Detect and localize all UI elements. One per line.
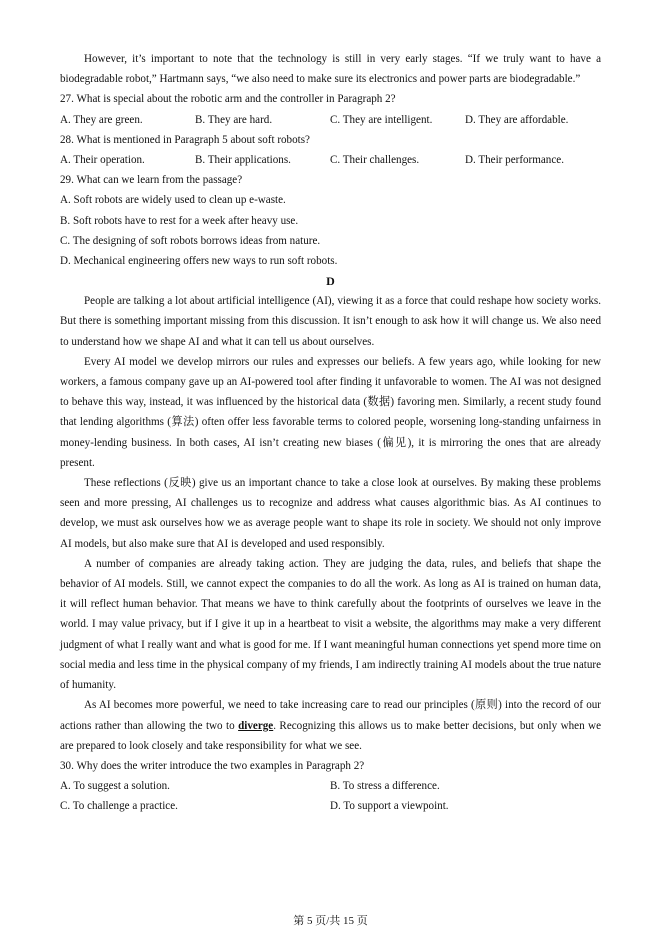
paragraph-text-after: . Recognizing this allows us to make better decisions, but only when we are prepared to look closely and take responsibility for what we see. xyxy=(60,719,601,752)
option-c: C. Their challenges. xyxy=(330,154,420,167)
option-a: A. They are green. xyxy=(60,113,143,126)
passage-paragraph-2: Every AI model we develop mirrors our rules and expresses our beliefs. A few years ago, while looking for new workers, a famous company gave up an AI-powered tool after finding it unfavorable to women. The AI was not designed to behave this way, instead, it was influenced by the historical data (数据) favoring men. Similarly, a recent study found that lending algorithms (算法) often offer less favorable terms to colored people, worsening long-standing unfairness in money-lending business. In both cases, AI isn’t creating new biases (偏见), it is mirroring the ones that are already present. xyxy=(60,355,601,469)
question-options xyxy=(60,150,601,170)
question-stem: 27. What is special about the robotic arm and the controller in Paragraph 2? xyxy=(60,93,396,106)
option-a: A. To suggest a solution. xyxy=(60,780,170,793)
passage-d xyxy=(60,291,601,756)
option-b: B. They are hard. xyxy=(195,113,273,126)
question-options xyxy=(60,110,601,130)
question-options-row-2 xyxy=(60,796,601,816)
option-d: D. Mechanical engineering offers new ways to run soft robots. xyxy=(60,255,338,268)
page-content xyxy=(60,49,601,817)
option-b: B. To stress a difference. xyxy=(330,780,440,793)
question-29 xyxy=(60,170,601,271)
option-b: B. Their applications. xyxy=(195,154,291,167)
option-b: B. Soft robots have to rest for a week after heavy use. xyxy=(60,214,299,227)
passage-paragraph-4: A number of companies are already taking action. They are judging the data, rules, and beliefs that shape the behavior of AI models. Still, we cannot expect the companies to do all the work. As long as AI is trained on human data, it will reflect human behavior. That means we have to think carefully about the footprints of ourselves we leave in the world. I may value privacy, but if I give it up in a heartbeat to visit a website, the algorithms may make a very different judgment of what I really want and what is good for me. If I want meaningful human connections yet spend more time on social media and less time in the physical company of my friends, I am indirectly training AI models about the true nature of humanity. xyxy=(60,557,601,692)
question-stem: 28. What is mentioned in Paragraph 5 about soft robots? xyxy=(60,133,310,146)
option-a: A. Their operation. xyxy=(60,154,145,167)
paragraph-text-before: As AI becomes more powerful, we need to take increasing care to read our principles (原则) into the record of our actions rather than allowing the two to xyxy=(60,699,601,732)
question-28 xyxy=(60,130,601,170)
passage-c-ending xyxy=(60,49,601,89)
question-27 xyxy=(60,89,601,129)
question-stem: 30. Why does the writer introduce the two examples in Paragraph 2? xyxy=(60,759,365,772)
option-d: D. Their performance. xyxy=(465,154,564,167)
question-options-row-1 xyxy=(60,776,601,796)
option-d: D. They are affordable. xyxy=(465,113,569,126)
intro-paragraph: However, it’s important to note that the technology is still in very early stages. “If we truly want to have a biodegradable robot,” Hartmann says, “we also need to make sure its electronics and power parts are biodegradable.” xyxy=(60,53,601,86)
option-d: D. To support a viewpoint. xyxy=(330,800,449,813)
option-c: C. To challenge a practice. xyxy=(60,800,178,813)
question-30 xyxy=(60,756,601,817)
option-c: C. They are intelligent. xyxy=(330,113,433,126)
passage-paragraph-3: These reflections (反映) give us an important chance to take a close look at ourselves. By making these problems seen and more pressing, AI challenges us to recognize and address what causes algorithmic bias. As AI continues to develop, we must ask ourselves how we as average people want to shape its role in society. We should not only improve AI models, but also make sure that AI is developed and used responsibly. xyxy=(60,477,601,550)
keyword-diverge: diverge xyxy=(238,719,274,732)
section-heading-d: D xyxy=(326,274,335,289)
option-a: A. Soft robots are widely used to clean up e-waste. xyxy=(60,194,286,207)
passage-paragraph-1: People are talking a lot about artificial intelligence (AI), viewing it as a force that could reshape how society works. But there is something important missing from this discussion. It isn’t enough to ask how it will change us. We also need to understand how we shape AI and what it can tell us about ourselves. xyxy=(60,295,601,348)
passage-paragraph-5 xyxy=(60,695,601,756)
page-footer: 第 5 页/共 15 页 xyxy=(293,915,368,927)
option-c: C. The designing of soft robots borrows ideas from nature. xyxy=(60,234,321,247)
question-stem: 29. What can we learn from the passage? xyxy=(60,174,243,187)
